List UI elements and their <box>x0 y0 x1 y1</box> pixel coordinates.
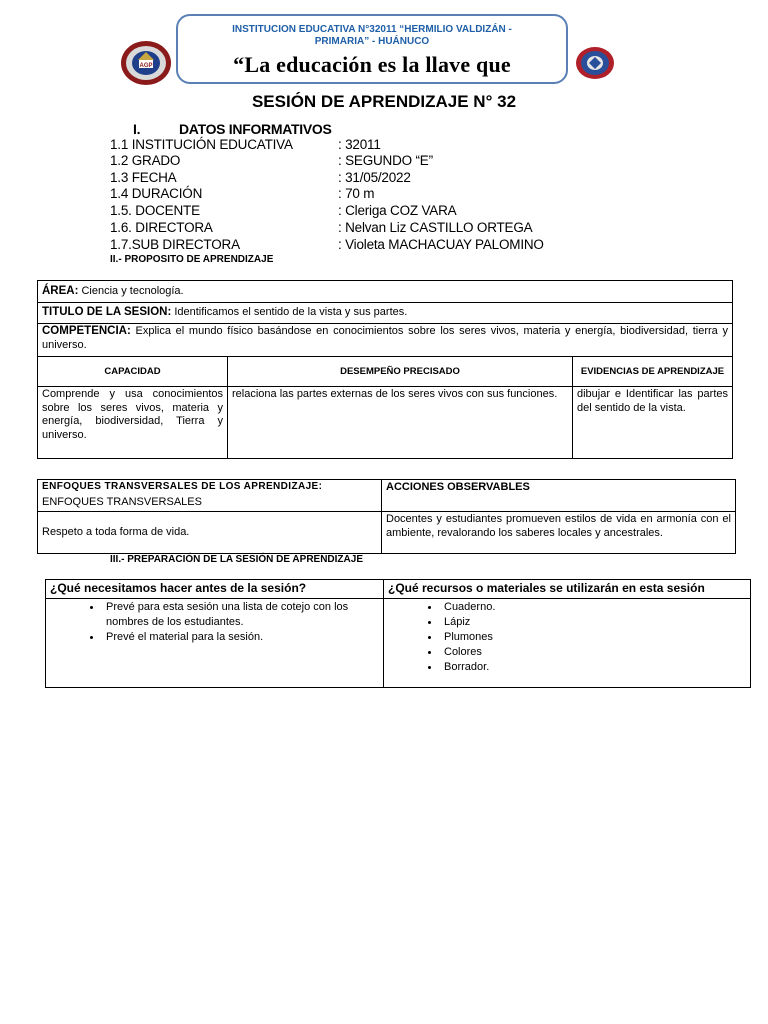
info-value: : Cleriga COZ VARA <box>338 203 457 218</box>
col-antes-header: ¿Qué necesitamos hacer antes de la sesión? <box>46 580 384 599</box>
titulo-cell <box>38 303 733 324</box>
col-evidencias-header: EVIDENCIAS DE APRENDIZAJE <box>573 357 733 387</box>
col-capacidad-header: CAPACIDAD <box>38 357 228 387</box>
antes-list <box>50 600 379 645</box>
capacidad-cell: Comprende y usa conocimientos sobre los seres vivos, materia y energía, biodiversidad, Tierra y universo. <box>38 387 228 459</box>
info-value: : 31/05/2022 <box>338 170 411 185</box>
shield-crest-icon <box>575 46 615 80</box>
enfoques-heading-1: ENFOQUES TRANSVERSALES DE LOS APRENDIZAJE: <box>42 481 323 492</box>
area-cell <box>38 281 733 303</box>
competencia-value: Explica el mundo físico basándose en conocimientos sobre los seres vivos, materia y energía, biodiversidad, tierra y universo. <box>42 325 728 351</box>
list-item: • Prevé para esta sesión una lista de cotejo con los nombres de los estudiantes. <box>102 600 379 630</box>
institution-name: INSTITUCION EDUCATIVA N°32011 “HERMILIO VALDIZÁN - PRIMARIA” - HUÁNUCO <box>232 24 512 47</box>
list-item: • Plumones <box>440 630 746 645</box>
section-2-heading: II.- PROPOSITO DE APRENDIZAJE <box>110 254 274 265</box>
info-label: 1.1 INSTITUCIÓN EDUCATIVA <box>110 137 293 152</box>
list-item: • Prevé el material para la sesión. <box>102 630 379 645</box>
col-desempeno-header: DESEMPEÑO PRECISADO <box>228 357 573 387</box>
area-value: Ciencia y tecnología. <box>81 284 184 297</box>
competencia-label: COMPETENCIA: <box>42 325 131 337</box>
acciones-header-cell: ACCIONES OBSERVABLES <box>382 480 736 512</box>
motto: “La educación es la llave que <box>233 52 511 77</box>
info-value: : Violeta MACHACUAY PALOMINO <box>338 237 544 252</box>
list-item: • Lápiz <box>440 615 746 630</box>
info-value: : 70 m <box>338 186 375 201</box>
section-1-heading <box>133 121 332 137</box>
section-1-title: DATOS INFORMATIVOS <box>179 121 332 137</box>
section-1-number: I. <box>133 121 141 137</box>
preparacion-table <box>45 579 751 688</box>
logo-text: AGP <box>139 63 153 69</box>
enfoque-cell: Respeto a toda forma de vida. <box>38 512 382 554</box>
section-3-heading: III.- PREPARACIÓN DE LA SESIÓN DE APRENDIZAJE <box>110 554 363 565</box>
info-label: 1.3 FECHA <box>110 170 177 185</box>
info-label: 1.5. DOCENTE <box>110 203 200 218</box>
antes-cell <box>46 599 384 688</box>
list-item: • Cuaderno. <box>440 600 746 615</box>
enfoques-table <box>37 479 736 554</box>
recursos-list <box>388 600 746 675</box>
evidencias-cell: dibujar e Identificar las partes del sentido de la vista. <box>573 387 733 459</box>
list-item: • Colores <box>440 645 746 660</box>
area-label: ÁREA: <box>42 284 79 297</box>
info-label: 1.4 DURACIÓN <box>110 186 203 201</box>
info-value: : 32011 <box>338 137 381 152</box>
info-label: 1.7.SUB DIRECTORA <box>110 237 240 252</box>
list-item: • Borrador. <box>440 660 746 675</box>
proposito-table <box>37 280 733 459</box>
recursos-cell <box>384 599 751 688</box>
col-recursos-header: ¿Qué recursos o materiales se utilizarán en esta sesión <box>384 580 751 599</box>
enfoques-header-cell <box>38 480 382 512</box>
enfoques-heading-2: ENFOQUES TRANSVERSALES <box>42 495 202 508</box>
info-value: : SEGUNDO “E” <box>338 153 433 168</box>
competencia-cell <box>38 324 733 357</box>
info-label: 1.2 GRADO <box>110 153 181 168</box>
accion-cell: Docentes y estudiantes promueven estilos de vida en armonía con el ambiente, revalorando los saberes locales y ancestrales. <box>382 512 736 554</box>
titulo-value: Identificamos el sentido de la vista y sus partes. <box>174 306 408 319</box>
header-banner <box>176 14 568 84</box>
titulo-label: TITULO DE LA SESION: <box>42 306 172 319</box>
desempeno-cell: relaciona las partes externas de los seres vivos con sus funciones. <box>228 387 573 459</box>
school-crest-icon <box>120 40 172 86</box>
page-title: SESIÓN DE APRENDIZAJE N° 32 <box>251 92 517 111</box>
info-label: 1.6. DIRECTORA <box>110 220 213 235</box>
info-value: : Nelvan Liz CASTILLO ORTEGA <box>338 220 533 235</box>
